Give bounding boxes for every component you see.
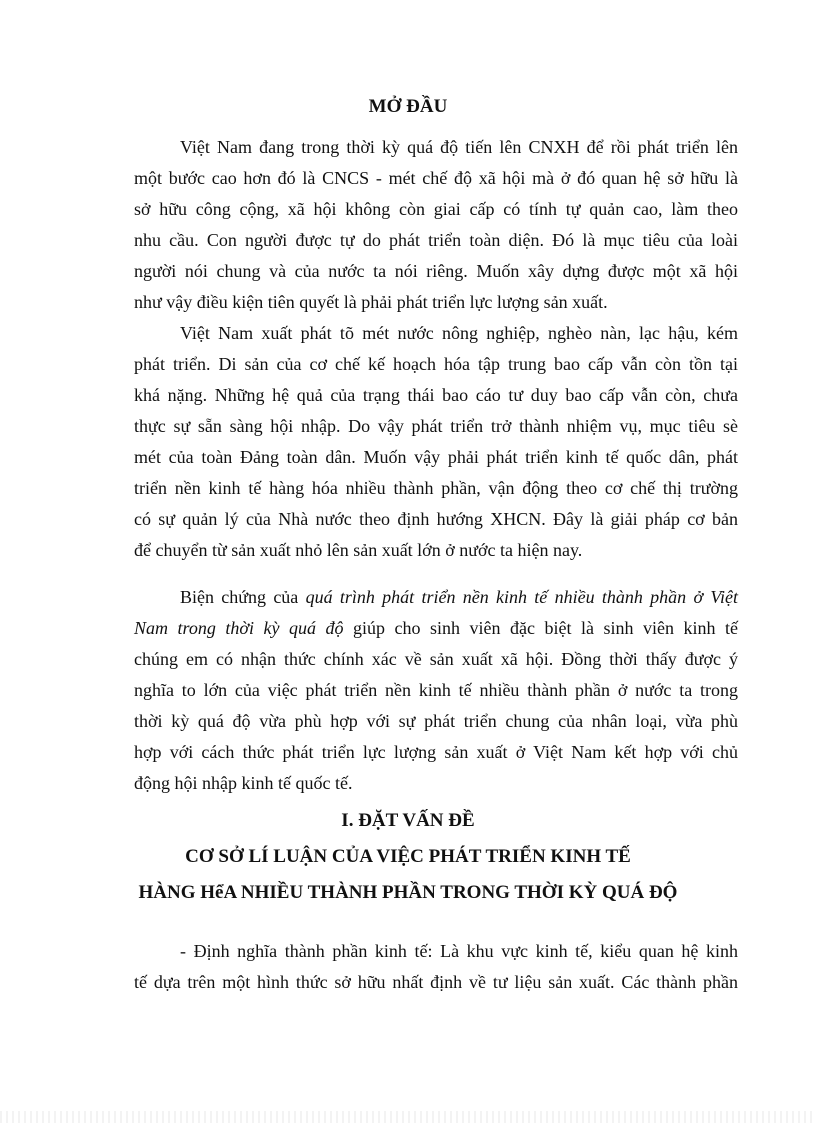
intro-heading: MỞ ĐẦU <box>368 96 448 117</box>
text-line: Việt Nam đang trong thời kỳ quá độ tiến lên CNXH để rồi phát triển lên <box>180 137 738 157</box>
text-line: người nói chung và của nước ta nói riêng. Muốn xây dựng được một xã hội <box>134 261 738 281</box>
sub-heading-line-2: HÀNG HểA NHIỀU THÀNH PHẦN TRONG THỜI KỲ QUÁ ĐỘ <box>138 882 678 903</box>
text-line: nhu cầu. Con người được tự do phát triển toàn diện. Đó là mục tiêu của loài <box>134 230 738 250</box>
text-line <box>134 582 738 613</box>
text-line: sở hữu công cộng, xã hội không còn giai cấp có tính tự quản cao, làm theo <box>134 199 738 219</box>
text-line: Việt Nam xuất phát tõ mét nước nông nghiệp, nghèo nàn, lạc hậu, kém <box>180 323 738 343</box>
text-line: - Định nghĩa thành phần kinh tế: Là khu vực kinh tế, kiểu quan hệ kinh <box>180 941 738 961</box>
definition-paragraph <box>134 936 738 998</box>
text-line: khá nặng. Những hệ quả của trạng thái bao cáo tư duy bao cấp vẫn còn, chưa <box>134 385 738 405</box>
text-line: nghĩa to lớn của việc phát triển nền kinh tế nhiều thành phần ở nước ta trong <box>134 680 738 700</box>
sub-heading-line-1: CƠ SỞ LÍ LUẬN CỦA VIỆC PHÁT TRIỂN KINH TẾ <box>185 846 631 867</box>
text-line: hợp với cách thức phát triển lực lượng sản xuất ở Việt Nam kết hợp với chủ <box>134 742 738 762</box>
text-line: một bước cao hơn đó là CNCS - mét chế độ xã hội mà ở đó quan hệ sở hữu là <box>134 168 738 188</box>
text-line: thực sự sẵn sàng hội nhập. Do vậy phát triển trở thành nhiệm vụ, mục tiêu sè <box>134 416 738 436</box>
text-line: mét của toàn Đảng toàn dân. Muốn vậy phải phát triển kinh tế quốc dân, phát <box>134 447 738 467</box>
text-line: thời kỳ quá độ vừa phù hợp với sự phát triển chung của nhân loại, vừa phù <box>134 711 738 731</box>
text-line: tế dựa trên một hình thức sở hữu nhất định về tư liệu sản xuất. Các thành phần <box>134 972 738 992</box>
page-bottom-edge <box>0 1111 816 1123</box>
paragraph-3 <box>134 582 738 799</box>
text-line: triển nền kinh tế hàng hóa nhiều thành phần, vận động theo cơ chế thị trường <box>134 478 738 498</box>
paragraph-1 <box>134 132 738 318</box>
text-line: chúng em có nhận thức chính xác về sản xuất xã hội. Đồng thời thấy được ý <box>134 649 738 669</box>
italic-phrase: Nam trong thời kỳ quá độ <box>134 618 344 638</box>
text-line: có sự quản lý của Nhà nước theo định hướng XHCN. Đây là giải pháp cơ bản <box>134 509 738 529</box>
paragraph-2 <box>134 318 738 566</box>
text-line: động hội nhập kinh tế quốc tế. <box>134 773 353 793</box>
text-line: để chuyển từ sản xuất nhỏ lên sản xuất lớn ở nước ta hiện nay. <box>134 540 583 560</box>
text-line: phát triển. Di sản của cơ chế kế hoạch hóa tập trung bao cấp vẫn còn tồn tại <box>134 354 738 374</box>
section-heading: I. ĐẶT VẤN ĐỀ <box>341 810 475 831</box>
italic-phrase: quá trình phát triển nền kinh tế nhiều thành phần ở Việt <box>305 587 738 607</box>
text-line <box>134 613 738 644</box>
text-line: như vậy điều kiện tiên quyết là phải phát triển lực lượng sản xuất. <box>134 292 608 312</box>
text-run: giúp cho sinh viên đặc biệt là sinh viên kinh tế <box>343 618 738 638</box>
text-run: Biện chứng của <box>180 587 306 607</box>
